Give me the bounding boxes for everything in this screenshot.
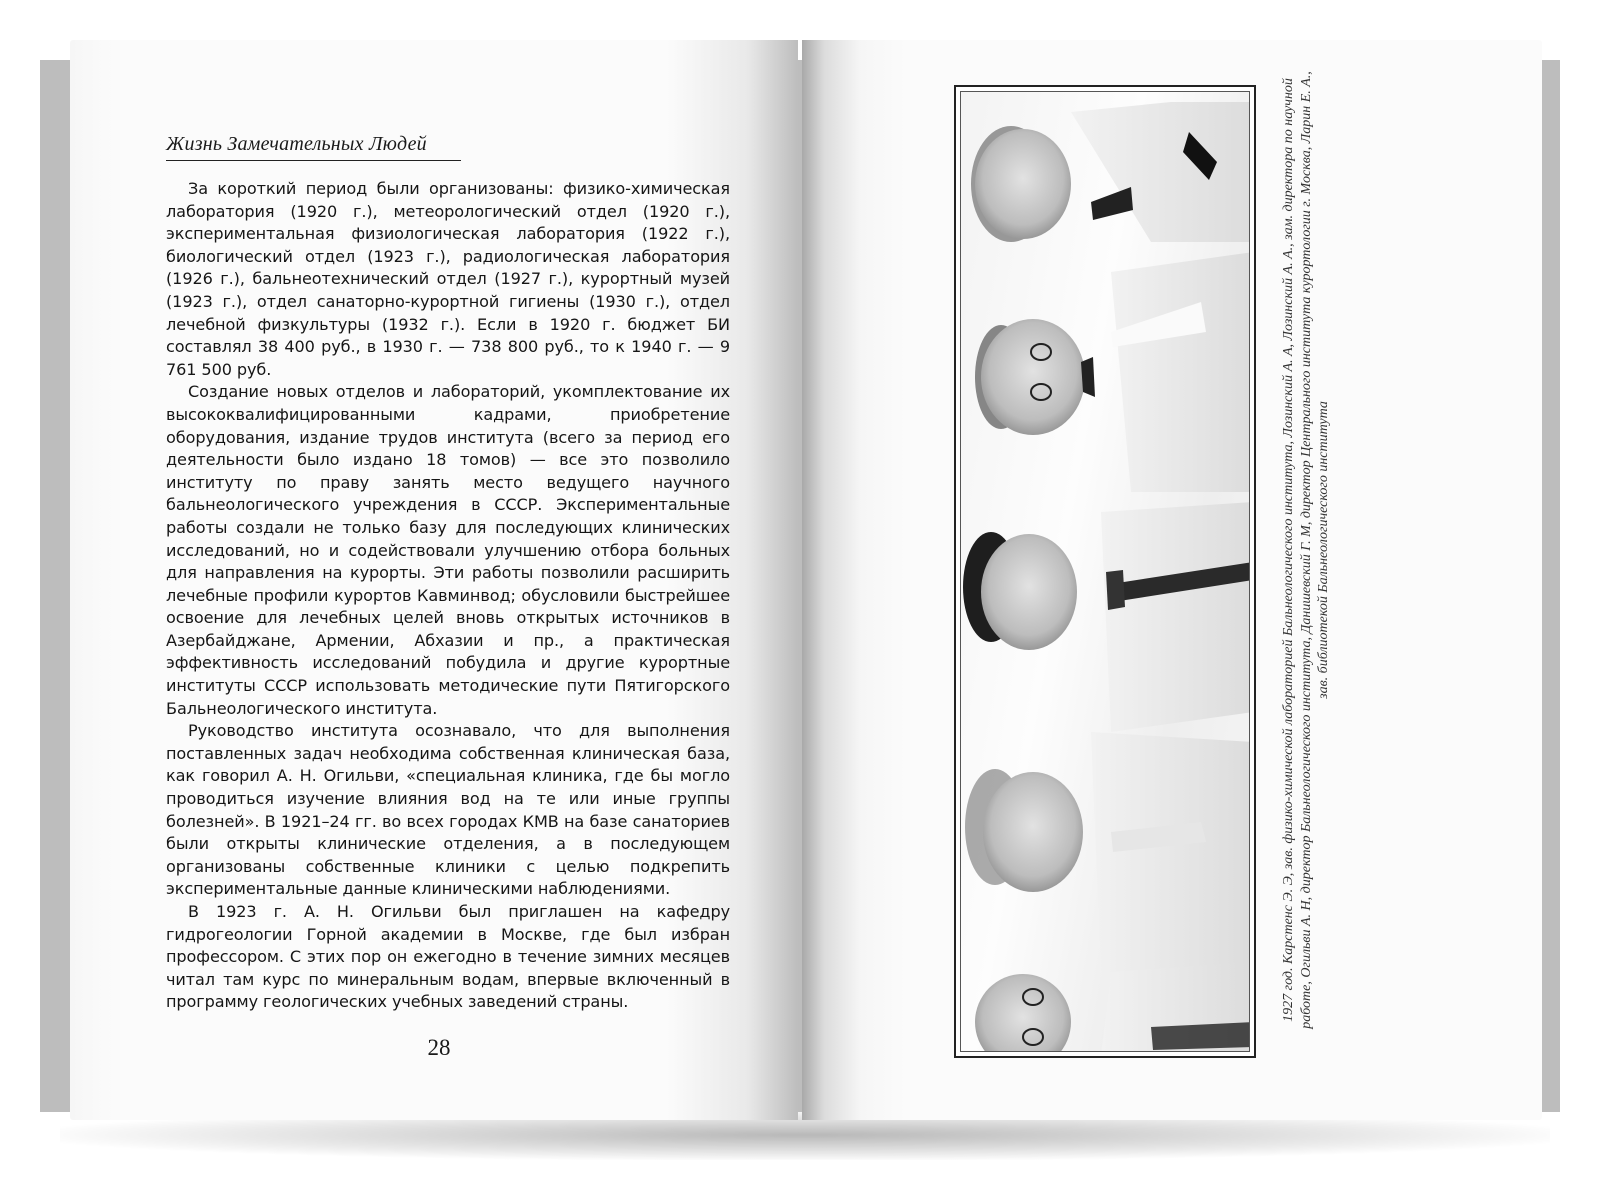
right-page: [802, 40, 1542, 1120]
running-head: Жизнь Замечательных Людей: [166, 133, 461, 161]
left-page: [70, 40, 798, 1120]
paragraph-4: В 1923 г. А. Н. Огильви был приглашен на кафедру гидрогеологии Горной академии в Москве, где был избран профессором. С этих пор он ежегодно в течение зимних месяцев читал там курс по минеральным водам, впервые включенный в программу геологических учебных заведений страны.: [166, 902, 730, 1012]
person-1: [971, 102, 1250, 242]
paragraph-3: Руководство института осознавало, что для выполнения поставленных задач необходима собственная клиническая база, как говорил А. Н. Огильви, «специальная клиника, где бы могло проводиться изучение влияния вод на те или иные группы болезней». В 1921–24 гг. во всех городах КМВ на базе санаториев были открыты клинические отделения, а в последующем организованы собственные клиники с целью подкрепить экспериментальные данные клиническими наблюдениями.: [166, 721, 730, 899]
person-4: [965, 732, 1250, 972]
group-photo: [954, 85, 1256, 1058]
photo-image: [960, 91, 1250, 1052]
group-portrait-illustration: [961, 92, 1250, 1052]
person-5: [975, 962, 1250, 1052]
paragraph-2: Создание новых отделов и лабораторий, укомплектование их высококвалифицированными кадрами, приобретение оборудования, издание трудов института (всего за период его деятельности было издано 18 томов) — все это позволило институту по праву занять место ведущего научного бальнеологического учреждения в СССР. Экспериментальные работы создали не только базу для последующих клинических исследований, но и содействовали улучшению отбора больных для направления на курорты. Эти работы позволили расширить лечебные профили курортов Кавминвод; обусловили быстрейшее освоение для лечебных целей вновь открытых источников в Азербайджане, Армении, Абхазии и пр., а практическая эффективность исследований побудила и другие курортные институты СССР использовать методические пути Пятигорского Бальнеологического института.: [166, 382, 730, 718]
person-3: [963, 502, 1250, 732]
paragraph-1: За короткий период были организованы: физико-химическая лаборатория (1920 г.), метеорологический отдел (1920 г.), экспериментальная физиологическая лаборатория (1922 г.), биологический отдел (1923 г.), радиологическая лаборатория (1926 г.), бальнеотехнический отдел (1927 г.), курортный музей (1923 г.), отдел санаторно-курортной гигиены (1930 г.), отдел лечебной физкультуры (1932 г.). Если в 1920 г. бюджет БИ составлял 38 400 руб., в 1930 г. — 738 800 руб., то к 1940 г. — 9 761 500 руб.: [166, 179, 730, 379]
body-text: [166, 178, 730, 1014]
person-2: [975, 252, 1250, 492]
photo-caption: 1927 год. Карстенс Э. Э, зав. физико-химической лабораторией Бальнеологического института, Лозинский А. А, Лозинский А. А., зам. директора по научной работе, Огильви А. Н, директор Бальнеологического института, Данишевский Г. М, директор Центрального института курортологии г. Москва, Ларин Е. А., зав. библиотекой Бальнеологического института: [1281, 71, 1331, 1029]
page-number: 28: [427, 1035, 451, 1060]
